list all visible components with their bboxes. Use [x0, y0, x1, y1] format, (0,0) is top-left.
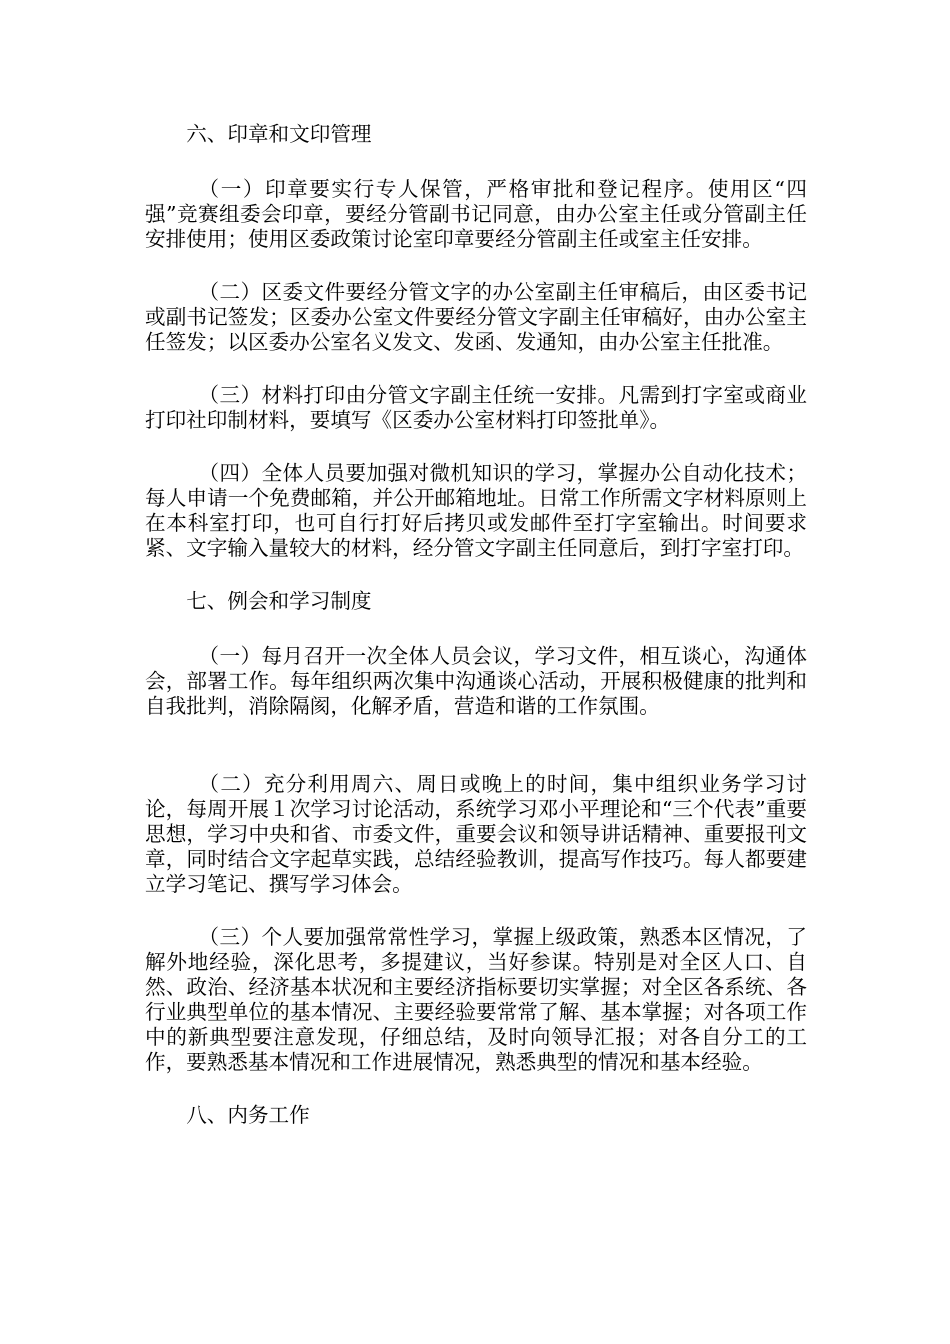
section-heading-7: 七、例会和学习制度 [186, 589, 372, 613]
document-page [145, 122, 807, 1128]
paragraph-7-3: （三）个人要加强常常性学习，掌握上级政策，熟悉本区情况，了解外地经验，深化思考，多提建议，当好参谋。特别是对全区人口、自然、政治、经济基本状况和主要经济指标要切实掌握；对全区各系统、各行业典型单位的基本情况、主要经验要常常了解、基本掌握；对各项工作中的新典型要注意发现，仔细总结，及时向领导汇报；对各自分工的工作，要熟悉基本情况和工作进展情况，熟悉典型的情况和基本经验。 [145, 925, 807, 1074]
paragraph-6-2: （二）区委文件要经分管文字的办公室副主任审稿后，由区委书记或副书记签发；区委办公室文件要经分管文字副主任审稿好，由办公室主任签发；以区委办公室名义发文、发函、发通知，由办公室主任批准。 [145, 280, 807, 354]
paragraph-7-2: （二）充分利用周六、周日或晚上的时间，集中组织业务学习讨论，每周开展１次学习讨论活动，系统学习邓小平理论和“三个代表”重要思想，学习中央和省、市委文件，重要会议和领导讲话精神、重要报刊文章，同时结合文字起草实践，总结经验教训，提高写作技巧。每人都要建立学习笔记、撰写学习体会。 [145, 772, 807, 896]
paragraph-6-1: （一）印章要实行专人保管，严格审批和登记程序。使用区“四强”竞赛组委会印章，要经分管副书记同意，由办公室主任或分管副主任安排使用；使用区委政策讨论室印章要经分管副主任或室主任安排。 [145, 177, 807, 251]
section-heading-6: 六、印章和文印管理 [186, 122, 372, 146]
paragraph-6-4: （四）全体人员要加强对微机知识的学习，掌握办公自动化技术；每人申请一个免费邮箱，并公开邮箱地址。日常工作所需文字材料原则上在本科室打印，也可自行打好后拷贝或发邮件至打字室输出。时间要求紧、文字输入量较大的材料，经分管文字副主任同意后，到打字室打印。 [145, 461, 807, 560]
section-heading-8: 八、内务工作 [186, 1103, 310, 1127]
paragraph-6-3: （三）材料打印由分管文字副主任统一安排。凡需到打字室或商业打印社印制材料，要填写《区委办公室材料打印签批单》。 [145, 383, 807, 432]
paragraph-7-1: （一）每月召开一次全体人员会议，学习文件，相互谈心，沟通体会，部署工作。每年组织两次集中沟通谈心活动，开展积极健康的批判和自我批判，消除隔阂，化解矛盾，营造和谐的工作氛围。 [145, 644, 807, 718]
